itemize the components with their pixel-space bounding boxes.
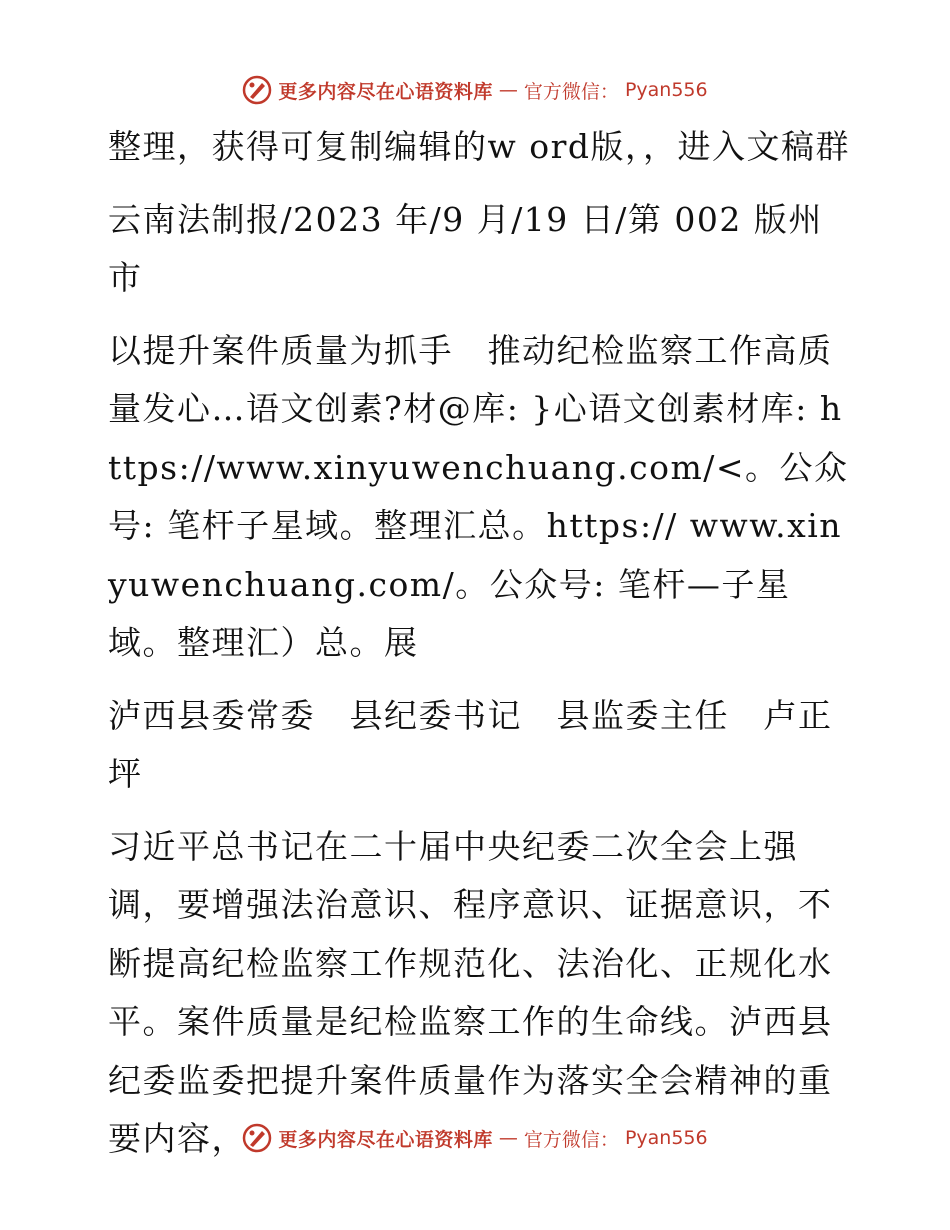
paragraph-headline: 以提升案件质量为抓手 推动纪检监察工作高质量发心…语文创素?材@库: }心语文创素材库: https://www.xinyuwenchuang.com/<。公众号: 笔杆子星域。整理汇总。https:// www.xinyuwenchuang.com/。公众号: 笔杆—子星域。整理汇）总。展 bbox=[108, 330, 849, 662]
paragraph-source: 云南法制报/2023 年/9 月/19 日/第 002 版州市 bbox=[108, 199, 823, 297]
banner-title: 更多内容尽在心语资料库 bbox=[278, 80, 493, 103]
logo-icon bbox=[242, 75, 272, 105]
banner-wechat-label: 官方微信： bbox=[523, 1128, 619, 1151]
paragraph-author: 泸西县委常委 县纪委书记 县监委主任 卢正坪 bbox=[108, 695, 833, 793]
paragraph-intro: 整理，获得可复制编辑的w ord版，，进入文稿群 bbox=[108, 127, 851, 166]
banner-wechat-id: Pyan556 bbox=[624, 1127, 708, 1149]
banner-wechat-label: 官方微信： bbox=[523, 80, 619, 103]
banner-separator: — bbox=[498, 1127, 518, 1149]
paragraph-body: 习近平总书记在二十届中央纪委二次全会上强调，要增强法治意识、程序意识、证据意识，不断提高纪检监察工作规范化、法治化、正规化水平。案件质量是纪检监察工作的生命线。泸西县纪委监委把提升案件质量作为落实全会精神的重要内容， bbox=[108, 826, 833, 1158]
header-banner bbox=[0, 70, 950, 110]
footer-banner bbox=[0, 1118, 950, 1158]
logo-icon bbox=[242, 1123, 272, 1153]
banner-title: 更多内容尽在心语资料库 bbox=[278, 1128, 493, 1151]
document-body bbox=[96, 118, 856, 1183]
banner-separator: — bbox=[498, 79, 518, 101]
banner-wechat-id: Pyan556 bbox=[624, 79, 708, 101]
